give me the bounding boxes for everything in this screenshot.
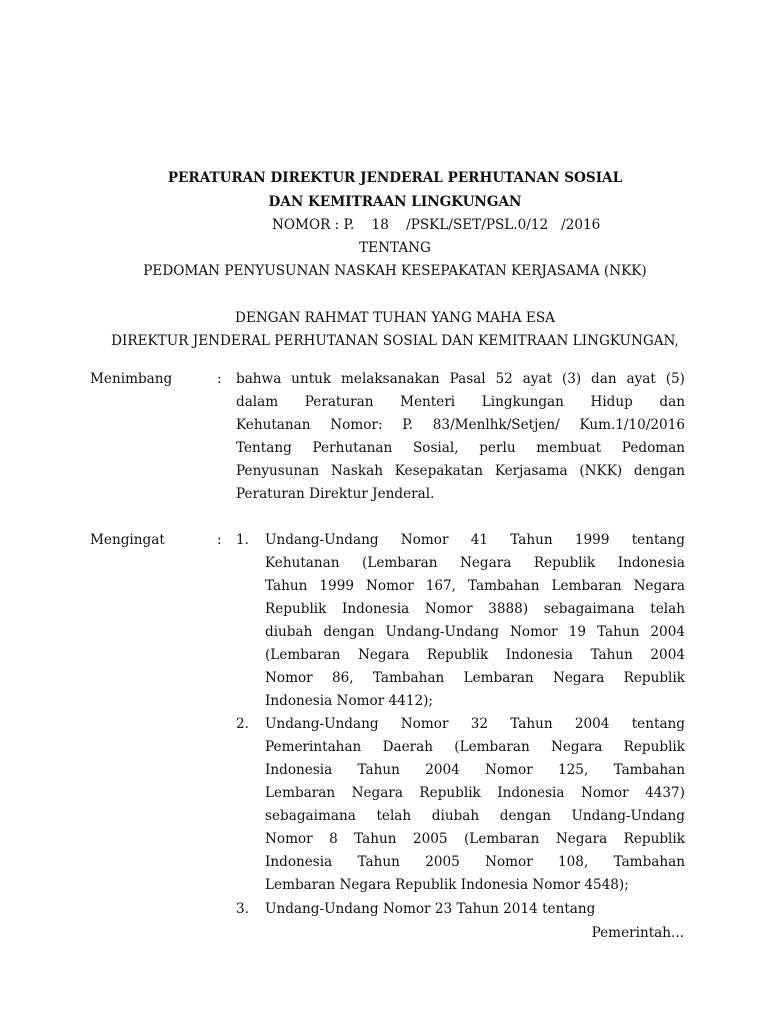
mengingat-colon: : — [217, 532, 222, 548]
menimbang-line: bahwa untuk melaksanakan Pasal 52 ayat (3) dan ayat (5) — [236, 371, 685, 387]
menimbang-line: Tentang Perhutanan Sosial, perlu membuat Pedoman — [236, 440, 685, 456]
list-item-number: 1. — [236, 532, 249, 548]
page-continuation-text: Pemerintah... — [591, 925, 684, 941]
list-item-line: Lembaran Negara Republik Indonesia Nomor 4548); — [265, 877, 629, 893]
list-item-line: Undang-Undang Nomor 32 Tahun 2004 tentang — [265, 716, 685, 732]
list-item-line: (Lembaran Negara Republik Indonesia Tahun 2004 — [265, 647, 685, 663]
doc-title-line2: DAN KEMITRAAN LINGKUNGAN — [268, 194, 522, 210]
list-item-line: Nomor 86, Tambahan Lembaran Negara Republik — [265, 670, 685, 686]
list-item-line: diubah dengan Undang-Undang Nomor 19 Tahun 2004 — [265, 624, 685, 640]
preamble-line1: DENGAN RAHMAT TUHAN YANG MAHA ESA — [235, 310, 555, 326]
list-item-line: sebagaimana telah diubah dengan Undang-Undang — [265, 808, 685, 824]
list-item-number: 3. — [236, 901, 249, 917]
menimbang-line: dalam Peraturan Menteri Lingkungan Hidup dan — [236, 394, 685, 410]
menimbang-colon: : — [217, 371, 222, 387]
list-item-line: Lembaran Negara Republik Indonesia Nomor 4437) — [265, 785, 685, 801]
list-item-line: Nomor 8 Tahun 2005 (Lembaran Negara Republik — [265, 831, 685, 847]
menimbang-line: Kehutanan Nomor: P. 83/Menlhk/Setjen/ Kum.1/10/2016 — [236, 417, 685, 433]
doc-title-line1: PERATURAN DIREKTUR JENDERAL PERHUTANAN SOSIAL — [167, 170, 623, 186]
doc-subject: PEDOMAN PENYUSUNAN NASKAH KESEPAKATAN KERJASAMA (NKK) — [143, 263, 647, 279]
list-item-line: Kehutanan (Lembaran Negara Republik Indonesia — [265, 555, 685, 571]
list-item-line: Indonesia Tahun 2005 Nomor 108, Tambahan — [265, 854, 685, 870]
list-item-line: Undang-Undang Nomor 23 Tahun 2014 tentang — [265, 901, 596, 917]
tentang-label: TENTANG — [359, 240, 431, 256]
menimbang-label: Menimbang — [90, 371, 173, 387]
menimbang-line: Penyusunan Naskah Kesepakatan Kerjasama (NKK) dengan — [236, 463, 685, 479]
list-item-line: Tahun 1999 Nomor 167, Tambahan Lembaran Negara — [265, 578, 685, 594]
mengingat-label: Mengingat — [90, 532, 165, 548]
list-item-line: Republik Indonesia Nomor 3888) sebagaimana telah — [265, 601, 685, 617]
list-item-line: Undang-Undang Nomor 41 Tahun 1999 tentang — [265, 532, 685, 548]
preamble-line2: DIREKTUR JENDERAL PERHUTANAN SOSIAL DAN KEMITRAAN LINGKUNGAN, — [111, 333, 679, 349]
doc-number: NOMOR : P. 18 /PSKL/SET/PSL.0/12 /2016 — [272, 217, 601, 233]
list-item-line: Pemerintahan Daerah (Lembaran Negara Republik — [265, 739, 685, 755]
menimbang-line: Peraturan Direktur Jenderal. — [236, 486, 435, 502]
list-item-line: Indonesia Nomor 4412); — [265, 693, 434, 709]
list-item-line: Indonesia Tahun 2004 Nomor 125, Tambahan — [265, 762, 685, 778]
list-item-number: 2. — [236, 716, 249, 732]
